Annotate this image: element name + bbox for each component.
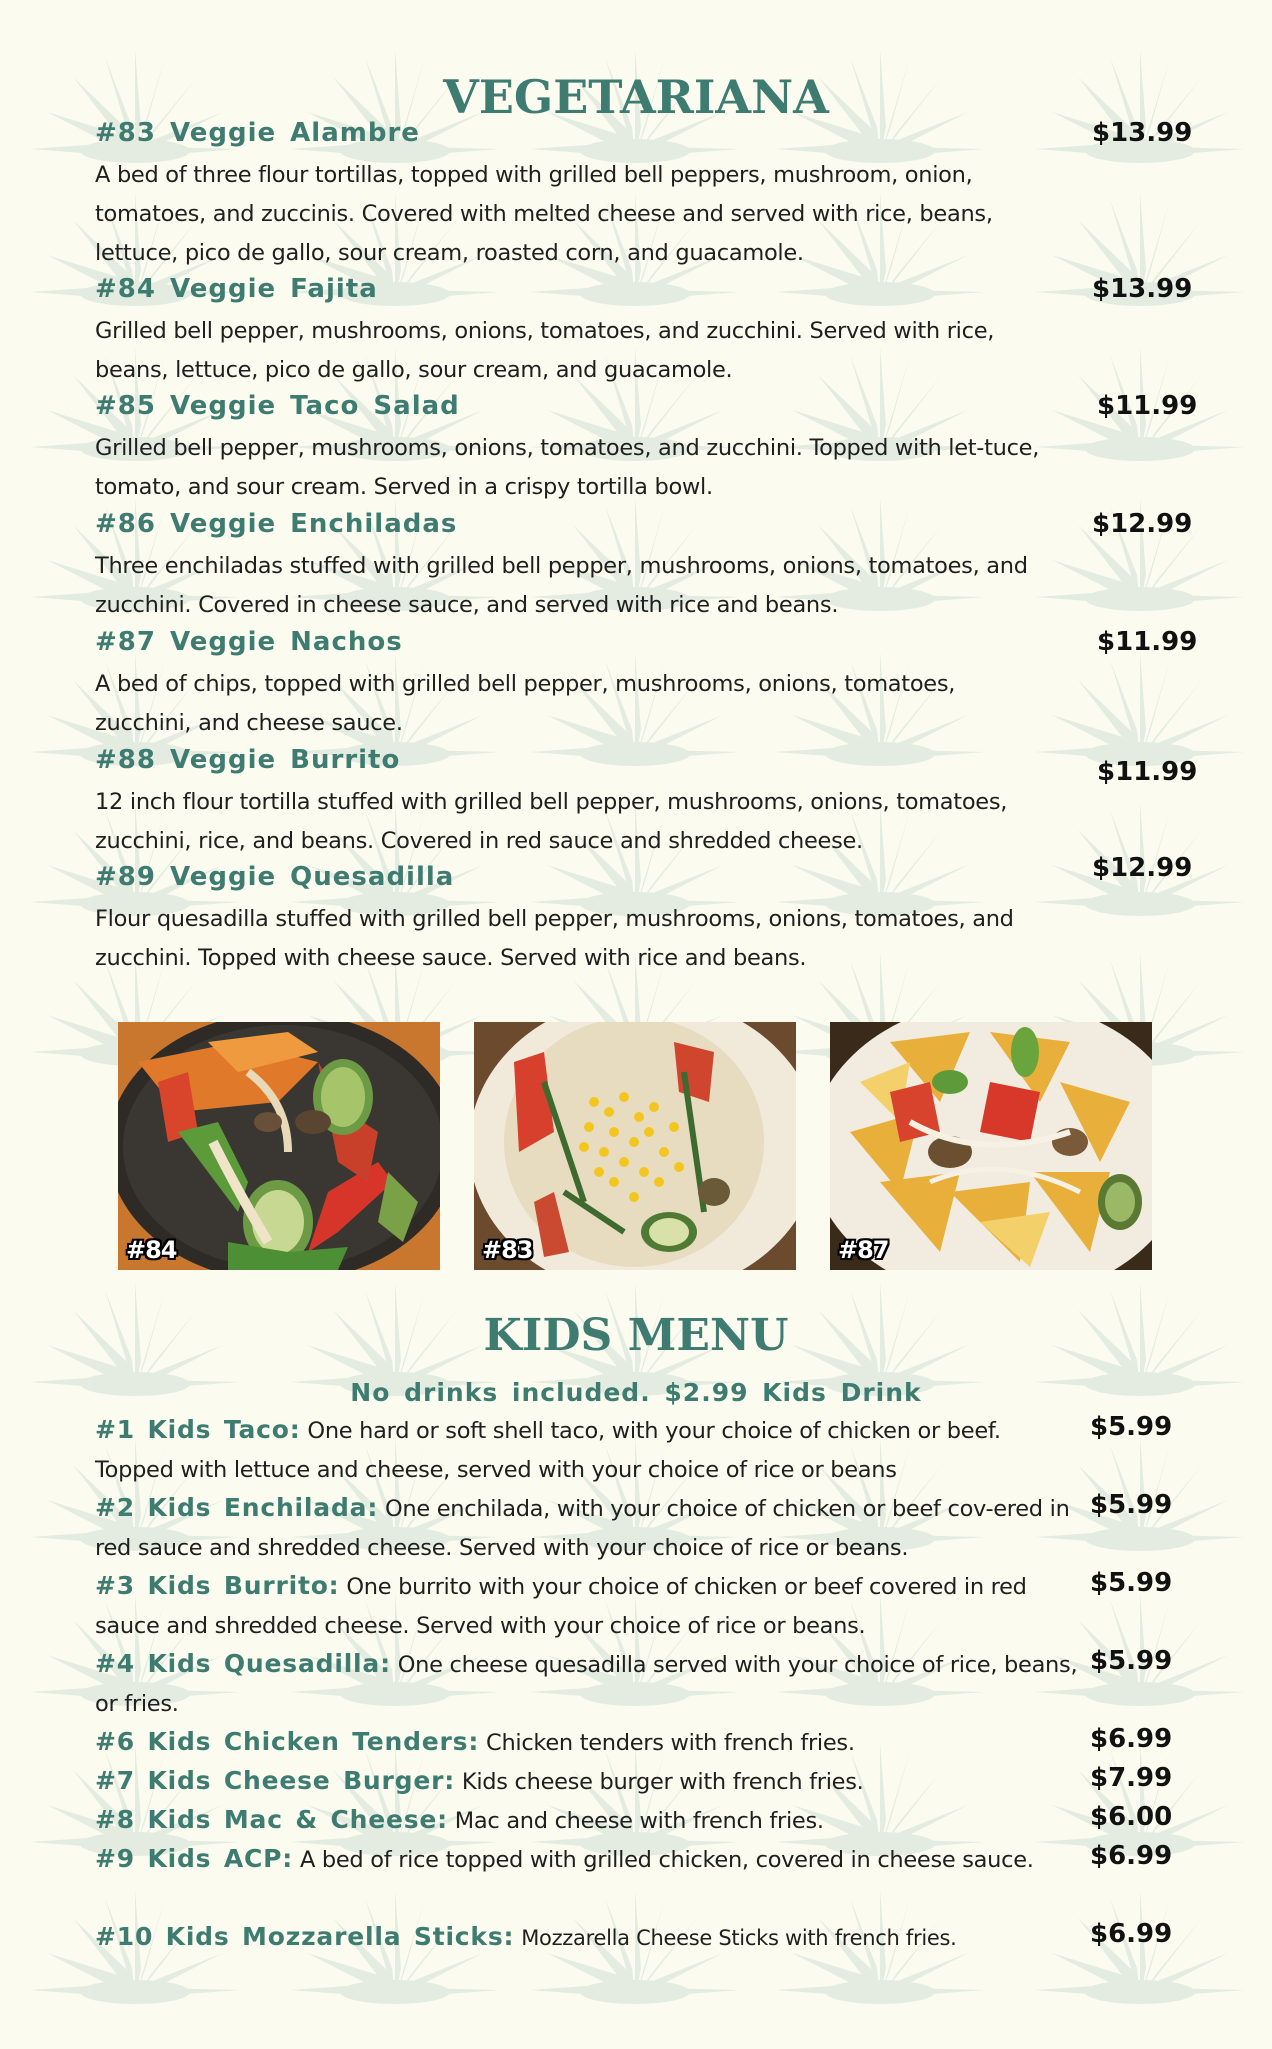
kids-menu-item bbox=[95, 1410, 1055, 1490]
kids-item-price: $6.99 bbox=[1090, 1841, 1173, 1871]
menu-item-price: $11.99 bbox=[1097, 391, 1198, 421]
menu-item-description: Three enchiladas stuffed with grilled bell pepper, mushrooms, onions, tomatoes, and zucchini. Covered in cheese sauce, and served with rice and beans. bbox=[95, 553, 1028, 618]
kids-item-name: #7 Kids Cheese Burger: bbox=[95, 1766, 456, 1795]
menu-item-price: $11.99 bbox=[1097, 627, 1198, 657]
menu-item-title: #89 Veggie Quesadilla bbox=[95, 862, 455, 892]
photo-label: #84 bbox=[126, 1236, 177, 1264]
kids-item-name: #2 Kids Enchilada: bbox=[95, 1493, 379, 1522]
nachos-image bbox=[830, 1022, 1152, 1270]
kids-menu-item bbox=[95, 1566, 1055, 1646]
kids-item-description: One cheese quesadilla served with your choice of rice, beans, or fries. bbox=[95, 1652, 1078, 1717]
kids-item-name: #1 Kids Taco: bbox=[95, 1415, 301, 1444]
alambre-image bbox=[474, 1022, 796, 1270]
kids-item-price: $6.99 bbox=[1090, 1724, 1173, 1754]
menu-item-description: 12 inch flour tortilla stuffed with grilled bell pepper, mushrooms, onions, tomatoes, zucchini, rice, and beans. Covered in red sauce and shredded cheese. bbox=[95, 789, 1008, 854]
kids-menu-item bbox=[95, 1839, 1055, 1880]
menu-item-title: #87 Veggie Nachos bbox=[95, 627, 403, 657]
kids-item-name: #6 Kids Chicken Tenders: bbox=[95, 1727, 480, 1756]
photo-label: #83 bbox=[482, 1236, 533, 1264]
menu-item-price: $12.99 bbox=[1092, 853, 1193, 883]
kids-item-name: #10 Kids Mozzarella Sticks: bbox=[95, 1922, 515, 1951]
kids-item-name: #8 Kids Mac & Cheese: bbox=[95, 1805, 448, 1834]
fajita-image bbox=[118, 1022, 440, 1270]
kids-menu-item bbox=[95, 1722, 1075, 1763]
kids-menu-item bbox=[95, 1644, 1085, 1724]
menu-item-price: $13.99 bbox=[1092, 274, 1193, 304]
menu-item-title: #85 Veggie Taco Salad bbox=[95, 391, 460, 421]
kids-item-description: One enchilada, with your choice of chicken or beef cov-ered in red sauce and shredded cheese. Served with your choice of rice or beans. bbox=[95, 1496, 1070, 1561]
food-photo-alambre bbox=[474, 1022, 796, 1270]
section-title-vegetariana: VEGETARIANA bbox=[443, 70, 829, 124]
kids-menu-item bbox=[95, 1800, 1075, 1841]
menu-item-description: Grilled bell pepper, mushrooms, onions, tomatoes, and zucchini. Topped with let-tuce, tomato, and sour cream. Served in a crispy tortilla bowl. bbox=[95, 435, 1040, 500]
kids-item-description: Mozzarella Cheese Sticks with french fries. bbox=[521, 1926, 957, 1950]
photo-label: #87 bbox=[838, 1236, 889, 1264]
menu-item-price: $12.99 bbox=[1092, 509, 1193, 539]
menu-item-price: $13.99 bbox=[1092, 118, 1193, 148]
kids-item-description: Kids cheese burger with french fries. bbox=[461, 1769, 864, 1795]
kids-menu-item bbox=[95, 1761, 1075, 1802]
kids-item-price: $7.99 bbox=[1090, 1763, 1173, 1793]
menu-item-title: #83 Veggie Alambre bbox=[95, 118, 420, 148]
kids-item-price: $5.99 bbox=[1090, 1568, 1173, 1598]
kids-item-description: Chicken tenders with french fries. bbox=[486, 1730, 855, 1756]
kids-item-name: #9 Kids ACP: bbox=[95, 1844, 294, 1873]
food-photo-fajita bbox=[118, 1022, 440, 1270]
section-title-kids-menu: KIDS MENU bbox=[483, 1310, 789, 1361]
kids-item-name: #3 Kids Burrito: bbox=[95, 1571, 340, 1600]
kids-item-description: One hard or soft shell taco, with your choice of chicken or beef. Topped with lettuce and cheese, served with your choice of rice or beans bbox=[95, 1418, 1001, 1483]
kids-item-description: Mac and cheese with french fries. bbox=[454, 1808, 824, 1834]
food-photo-nachos bbox=[830, 1022, 1152, 1270]
kids-item-price: $5.99 bbox=[1090, 1490, 1173, 1520]
kids-item-price: $6.00 bbox=[1090, 1802, 1173, 1832]
kids-item-price: $5.99 bbox=[1090, 1412, 1173, 1442]
menu-item-description: Grilled bell pepper, mushrooms, onions, tomatoes, and zucchini. Served with rice, beans, lettuce, pico de gallo, sour cream, and guacamole. bbox=[95, 318, 995, 383]
menu-item-title: #84 Veggie Fajita bbox=[95, 274, 378, 304]
menu-item-price: $11.99 bbox=[1097, 757, 1198, 787]
kids-item-name: #4 Kids Quesadilla: bbox=[95, 1649, 391, 1678]
kids-menu-item bbox=[95, 1917, 1095, 1958]
kids-item-price: $6.99 bbox=[1090, 1919, 1173, 1949]
kids-item-description: A bed of rice topped with grilled chicken, covered in cheese sauce. bbox=[299, 1847, 1034, 1873]
menu-item-description: A bed of three flour tortillas, topped with grilled bell peppers, mushroom, onion, tomatoes, and zuccinis. Covered with melted cheese and served with rice, beans, lettuce, pico de gallo, sour cream, roasted corn, and guacamole. bbox=[95, 162, 993, 266]
menu-item-description: Flour quesadilla stuffed with grilled bell pepper, mushrooms, onions, tomatoes, and zucchini. Topped with cheese sauce. Served with rice and beans. bbox=[95, 906, 1014, 971]
menu-item-title: #88 Veggie Burrito bbox=[95, 745, 401, 775]
menu-item-description: A bed of chips, topped with grilled bell pepper, mushrooms, onions, tomatoes, zucchini, and cheese sauce. bbox=[95, 671, 956, 736]
menu-item-title: #86 Veggie Enchiladas bbox=[95, 509, 458, 539]
kids-menu-item bbox=[95, 1488, 1095, 1568]
kids-item-price: $5.99 bbox=[1090, 1646, 1173, 1676]
kids-menu-subtitle: No drinks included. $2.99 Kids Drink bbox=[350, 1378, 922, 1407]
kids-item-description: One burrito with your choice of chicken or beef covered in red sauce and shredded cheese. Served with your choice of rice or beans. bbox=[95, 1574, 1027, 1639]
